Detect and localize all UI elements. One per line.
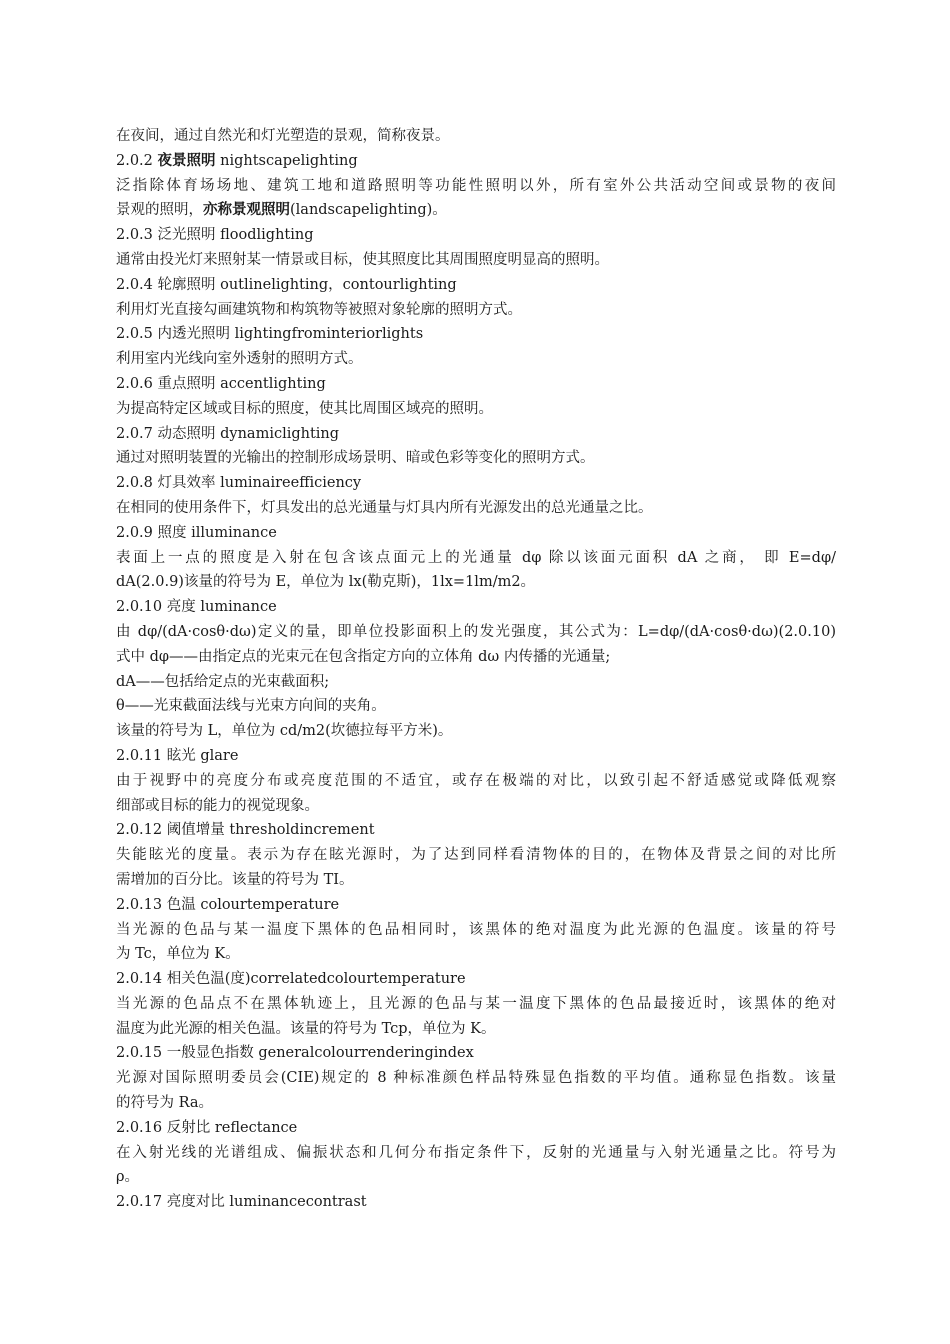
text-line: dA(2.0.9)该量的符号为 E，单位为 lx(勒克斯)，1lx=1lm/m2。: [116, 574, 536, 591]
term-heading: 2.0.7 动态照明 dynamiclighting: [116, 425, 340, 442]
term-heading: 2.0.10 亮度 luminance: [116, 599, 277, 616]
text-line: 在夜间，通过自然光和灯光塑造的景观，简称夜景。: [116, 128, 450, 144]
text-line: 泛指除体育场场地、建筑工地和道路照明等功能性照明以外，所有室外公共活动空间或景物的夜间: [116, 177, 836, 194]
text-line: 由 dφ/(dA·cosθ·dω)定义的量，即单位投影面积上的发光强度，其公式为：L=dφ/(dA·cosθ·dω)(2.0.10): [116, 623, 836, 640]
term-heading: 2.0.15 一般显色指数 generalcolourrenderingindex: [116, 1045, 474, 1062]
text-line: 当光源的色品点不在黑体轨迹上，且光源的色品与某一温度下黑体的色品最接近时，该黑体的绝对: [116, 995, 836, 1012]
term-heading: 2.0.6 重点照明 accentlighting: [116, 375, 326, 392]
alias-english: (landscapelighting)。: [290, 202, 447, 219]
text-line: 利用灯光直接勾画建筑物和构筑物等被照对象轮廓的照明方式。: [116, 301, 522, 318]
text-line: 表面上一点的照度是入射在包含该点面元上的光通量 dφ 除以该面元面积 dA 之商， 即 E=dφ/: [116, 549, 836, 566]
alias-bold: 亦称景观照明: [203, 201, 290, 219]
term-heading: 2.0.12 阈值增量 thresholdincrement: [116, 822, 375, 839]
text-line: 在入射光线的光谱组成、偏振状态和几何分布指定条件下，反射的光通量与入射光通量之比。符号为: [116, 1144, 836, 1161]
term-number: 2.0.2: [116, 152, 158, 169]
text-line: 的符号为 Ra。: [116, 1095, 214, 1112]
text-line: 由于视野中的亮度分布或亮度范围的不适宜，或存在极端的对比，以致引起不舒适感觉或降低观察: [116, 772, 836, 789]
term-heading: 2.0.5 内透光照明 lightingfrominteriorlights: [116, 326, 424, 343]
text-line: 细部或目标的能力的视觉现象。: [116, 797, 319, 814]
text-line: 该量的符号为 L，单位为 cd/m2(坎德拉每平方米)。: [116, 723, 453, 740]
text-line: 光源对国际照明委员会(CIE)规定的 8 种标准颜色样品特殊显色指数的平均值。通称显色指数。该量: [116, 1070, 836, 1087]
term-english: nightscapelighting: [215, 152, 358, 169]
text-line: 为提高特定区域或目标的照度，使其比周围区域亮的照明。: [116, 400, 493, 417]
text-line: 当光源的色品与某一温度下黑体的色品相同时，该黑体的绝对温度为此光源的色温度。该量的符号: [116, 921, 836, 938]
text-line: [116, 198, 836, 223]
term-name-bold: 夜景照明: [157, 151, 216, 169]
term-heading: 2.0.13 色温 colourtemperature: [116, 896, 340, 913]
text-line: 失能眩光的度量。表示为存在眩光源时，为了达到同样看清物体的目的，在物体及背景之间的对比所: [116, 847, 836, 864]
text-line: 在相同的使用条件下，灯具发出的总光通量与灯具内所有光源发出的总光通量之比。: [116, 499, 653, 516]
term-heading: 2.0.8 灯具效率 luminaireefficiency: [116, 475, 362, 492]
term-heading: 2.0.11 眩光 glare: [116, 747, 239, 764]
text-line: 为 Tc，单位为 K。: [116, 946, 240, 963]
text-line: 需增加的百分比。该量的符号为 TI。: [116, 871, 354, 888]
text-line: 利用室内光线向室外透射的照明方式。: [116, 351, 363, 368]
term-heading: 2.0.14 相关色温(度)correlatedcolourtemperature: [116, 971, 466, 988]
text-segment: 景观的照明，: [116, 202, 203, 219]
term-heading: 2.0.16 反射比 reflectance: [116, 1119, 298, 1136]
term-heading: 2.0.3 泛光照明 floodlighting: [116, 227, 314, 244]
document-body: [116, 124, 836, 1215]
term-heading: 2.0.17 亮度对比 luminancecontrast: [116, 1194, 367, 1211]
text-line: dA——包括给定点的光束截面积;: [116, 673, 330, 690]
text-line: 通过对照明装置的光输出的控制形成场景明、暗或色彩等变化的照明方式。: [116, 450, 595, 467]
text-line: ρ。: [116, 1169, 140, 1186]
term-heading: 2.0.9 照度 illuminance: [116, 524, 277, 541]
text-line: 式中 dφ——由指定点的光束元在包含指定方向的立体角 dω 内传播的光通量;: [116, 648, 611, 665]
text-line: 温度为此光源的相关色温。该量的符号为 Tcp，单位为 K。: [116, 1020, 496, 1037]
term-heading: 2.0.4 轮廓照明 outlinelighting，contourlighting: [116, 276, 457, 293]
text-line: 通常由投光灯来照射某一情景或目标，使其照度比其周围照度明显高的照明。: [116, 251, 609, 268]
text-line: θ——光束截面法线与光束方向间的夹角。: [116, 698, 386, 715]
term-heading: [116, 149, 836, 174]
